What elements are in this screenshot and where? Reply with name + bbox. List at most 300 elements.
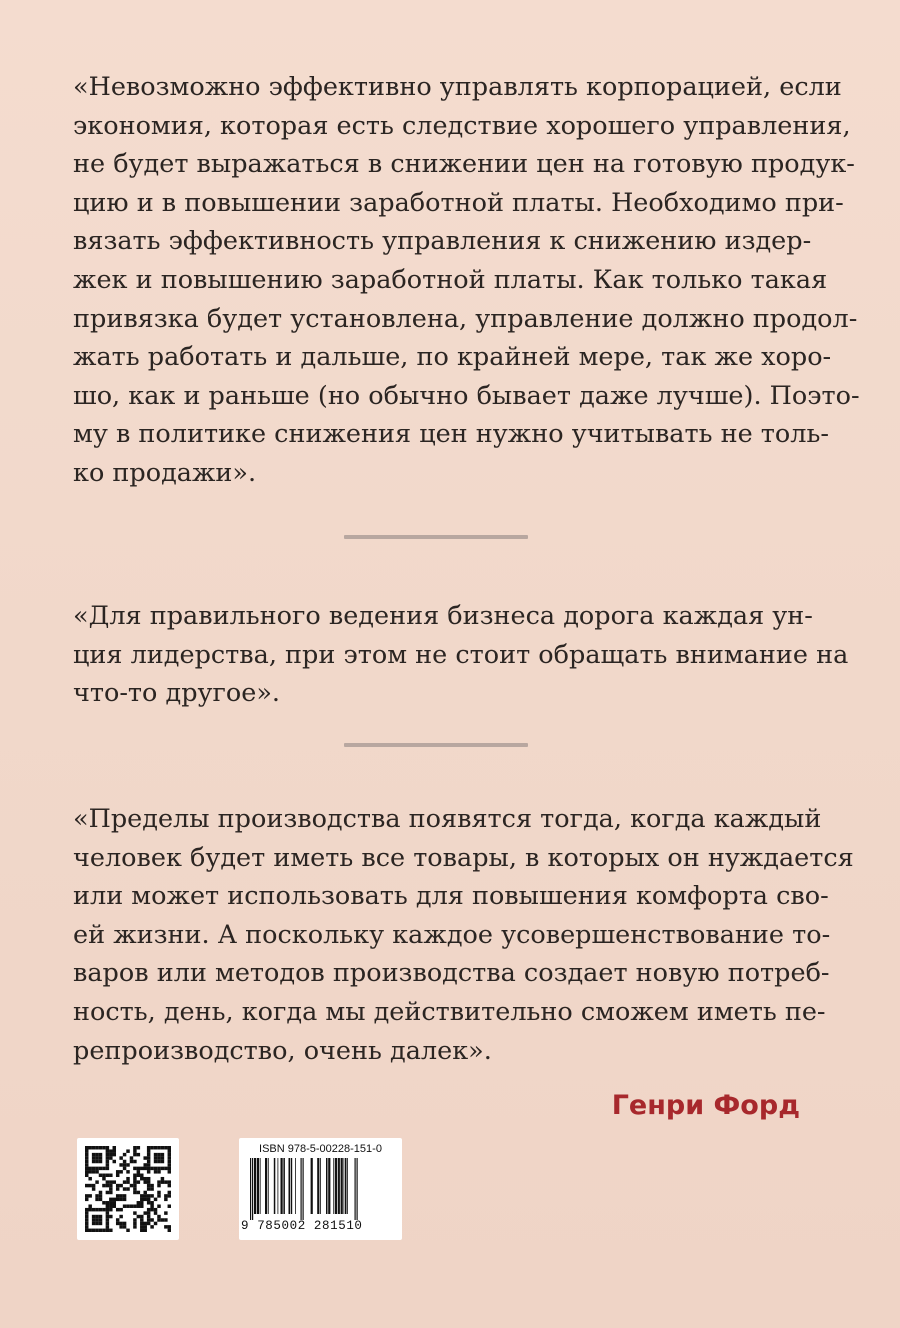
barcode-bar: [301, 1158, 302, 1220]
qr-module: [130, 1156, 133, 1159]
qr-module: [85, 1167, 88, 1170]
qr-module: [140, 1225, 143, 1228]
qr-module: [102, 1174, 105, 1177]
quote-line: человек будет иметь все товары, в которых он нуждается: [73, 842, 854, 873]
qr-module: [85, 1218, 88, 1221]
quote-line: ко продажи».: [73, 457, 257, 488]
qr-module: [123, 1187, 126, 1190]
qr-module: [116, 1198, 119, 1201]
qr-module: [102, 1229, 105, 1232]
qr-module: [150, 1204, 153, 1207]
barcode-bar: [328, 1158, 330, 1214]
qr-module: [113, 1153, 116, 1156]
qr-module: [106, 1153, 109, 1156]
qr-module: [92, 1146, 95, 1149]
qr-module: [109, 1187, 112, 1190]
qr-module: [147, 1170, 150, 1173]
qr-module: [95, 1218, 98, 1221]
qr-module: [137, 1174, 140, 1177]
qr-module: [119, 1184, 122, 1187]
qr-module: [137, 1146, 140, 1149]
section-divider: [344, 535, 528, 539]
qr-module: [161, 1218, 164, 1221]
qr-module: [147, 1160, 150, 1163]
barcode-bar: [260, 1158, 261, 1214]
qr-module: [106, 1156, 109, 1159]
qr-module: [168, 1153, 171, 1156]
qr-module: [150, 1187, 153, 1190]
qr-module: [92, 1184, 95, 1187]
qr-module: [143, 1194, 146, 1197]
qr-module: [157, 1180, 160, 1183]
quote-line: «Пределы производства появятся тогда, когда каждый: [73, 804, 822, 834]
barcode-bar: [268, 1158, 269, 1214]
qr-module: [150, 1184, 153, 1187]
qr-code: [77, 1138, 179, 1240]
qr-module: [85, 1153, 88, 1156]
qr-module: [133, 1180, 136, 1183]
barcode-bar: [291, 1158, 293, 1214]
qr-module: [119, 1170, 122, 1173]
quote-line: му в политике снижения цен нужно учитывать не толь-: [73, 419, 829, 450]
qr-module: [109, 1208, 112, 1211]
qr-module: [157, 1215, 160, 1218]
qr-module: [85, 1160, 88, 1163]
qr-module: [106, 1191, 109, 1194]
qr-module: [147, 1194, 150, 1197]
qr-module: [150, 1218, 153, 1221]
qr-module: [133, 1149, 136, 1152]
qr-module: [126, 1177, 129, 1180]
qr-module: [157, 1204, 160, 1207]
barcode-bar: [326, 1158, 328, 1214]
qr-module: [106, 1167, 109, 1170]
qr-module: [154, 1222, 157, 1225]
qr-module: [92, 1218, 95, 1221]
qr-module: [92, 1153, 95, 1156]
qr-module: [95, 1194, 98, 1197]
qr-module: [88, 1184, 91, 1187]
qr-module: [85, 1146, 88, 1149]
quote-line: не будет выражаться в снижении цен на готовую продук-: [73, 149, 855, 180]
qr-module: [147, 1153, 150, 1156]
barcode-bar: [295, 1158, 296, 1214]
qr-module: [140, 1194, 143, 1197]
qr-module: [157, 1170, 160, 1173]
barcode-bar: [283, 1158, 285, 1214]
barcode-bar: [320, 1158, 321, 1214]
qr-module: [168, 1191, 171, 1194]
qr-module: [147, 1198, 150, 1201]
qr-module: [123, 1160, 126, 1163]
qr-module: [154, 1153, 157, 1156]
qr-module: [157, 1146, 160, 1149]
qr-module: [126, 1229, 129, 1232]
qr-module: [168, 1156, 171, 1159]
barcode-digits: 9 785002 281510: [241, 1219, 363, 1233]
qr-module: [102, 1146, 105, 1149]
qr-module: [164, 1180, 167, 1183]
qr-module: [154, 1208, 157, 1211]
qr-module: [147, 1180, 150, 1183]
author-name: Генри Форд: [611, 1090, 800, 1121]
qr-module: [123, 1180, 126, 1183]
qr-module: [106, 1229, 109, 1232]
qr-module: [154, 1170, 157, 1173]
isbn-label: ISBN 978-5-00228-151-0: [259, 1143, 382, 1155]
qr-module: [88, 1194, 91, 1197]
qr-module: [168, 1149, 171, 1152]
qr-module: [106, 1180, 109, 1183]
qr-module: [95, 1153, 98, 1156]
qr-module: [157, 1218, 160, 1221]
qr-module: [119, 1194, 122, 1197]
qr-module: [99, 1222, 102, 1225]
qr-module: [102, 1184, 105, 1187]
qr-module: [88, 1146, 91, 1149]
qr-module: [106, 1222, 109, 1225]
qr-module: [119, 1222, 122, 1225]
qr-module: [140, 1167, 143, 1170]
qr-module: [168, 1170, 171, 1173]
qr-module: [88, 1208, 91, 1211]
qr-module: [99, 1229, 102, 1232]
qr-module: [106, 1208, 109, 1211]
qr-module: [168, 1180, 171, 1183]
qr-module: [102, 1201, 105, 1204]
qr-module: [109, 1149, 112, 1152]
qr-module: [92, 1208, 95, 1211]
qr-module: [143, 1163, 146, 1166]
barcode-bar: [278, 1158, 279, 1214]
qr-module: [116, 1194, 119, 1197]
qr-module: [113, 1160, 116, 1163]
qr-module: [137, 1191, 140, 1194]
qr-module: [143, 1222, 146, 1225]
quote-line: «Для правильного ведения бизнеса дорога каждая ун-: [73, 601, 813, 631]
qr-module: [113, 1180, 116, 1183]
qr-module: [157, 1191, 160, 1194]
qr-module: [143, 1180, 146, 1183]
qr-module: [154, 1167, 157, 1170]
quote-line: привязка будет установлена, управление должно продол-: [73, 303, 858, 334]
barcode-bar: [281, 1158, 283, 1214]
qr-module: [99, 1167, 102, 1170]
barcode-bar: [257, 1158, 259, 1214]
qr-module: [119, 1215, 122, 1218]
qr-module: [168, 1194, 171, 1197]
qr-module: [157, 1167, 160, 1170]
qr-module: [147, 1215, 150, 1218]
quote-line: вязать эффективность управления к снижению издер-: [73, 226, 812, 257]
qr-module: [150, 1146, 153, 1149]
qr-module: [164, 1218, 167, 1221]
qr-module: [119, 1198, 122, 1201]
qr-module: [164, 1167, 167, 1170]
qr-module: [85, 1215, 88, 1218]
qr-module: [109, 1156, 112, 1159]
qr-module: [116, 1170, 119, 1173]
qr-module: [99, 1198, 102, 1201]
qr-module: [85, 1184, 88, 1187]
qr-module: [133, 1225, 136, 1228]
quote-line: или может использовать для повышения комфорта сво-: [73, 881, 829, 912]
qr-module: [106, 1146, 109, 1149]
qr-module: [109, 1229, 112, 1232]
qr-module: [109, 1180, 112, 1183]
qr-module: [137, 1167, 140, 1170]
qr-module: [147, 1163, 150, 1166]
barcode-bar: [341, 1158, 343, 1214]
qr-module: [85, 1174, 88, 1177]
qr-module: [168, 1163, 171, 1166]
barcode-bar: [311, 1158, 313, 1214]
qr-module: [147, 1184, 150, 1187]
qr-module: [157, 1194, 160, 1197]
qr-module: [88, 1167, 91, 1170]
qr-module: [143, 1198, 146, 1201]
qr-module: [150, 1201, 153, 1204]
qr-module: [150, 1208, 153, 1211]
qr-module: [168, 1160, 171, 1163]
qr-module: [95, 1146, 98, 1149]
barcode-bar: [344, 1158, 345, 1214]
qr-module: [88, 1170, 91, 1173]
qr-module: [164, 1198, 167, 1201]
quote-block-3: [73, 800, 854, 1070]
qr-module: [126, 1170, 129, 1173]
qr-module: [150, 1194, 153, 1197]
quote-line: репроизводство, очень далек».: [73, 1035, 492, 1066]
qr-module: [85, 1225, 88, 1228]
barcode-bar: [335, 1158, 337, 1214]
qr-module: [133, 1204, 136, 1207]
qr-module: [95, 1208, 98, 1211]
qr-module: [147, 1211, 150, 1214]
qr-module: [116, 1184, 119, 1187]
qr-module: [85, 1208, 88, 1211]
quote-block-1: [73, 68, 860, 493]
qr-module: [85, 1156, 88, 1159]
qr-module: [95, 1170, 98, 1173]
qr-module: [113, 1146, 116, 1149]
barcode-bar: [317, 1158, 319, 1214]
qr-module: [157, 1160, 160, 1163]
qr-module: [92, 1187, 95, 1190]
quote-line: ция лидерства, при этом не стоит обращать внимание на: [73, 639, 849, 670]
qr-module: [106, 1201, 109, 1204]
qr-module: [140, 1218, 143, 1221]
qr-module: [126, 1204, 129, 1207]
qr-module: [133, 1153, 136, 1156]
qr-module: [140, 1204, 143, 1207]
quote-line: «Невозможно эффективно управлять корпорацией, если: [73, 72, 842, 102]
qr-module: [168, 1167, 171, 1170]
qr-module: [106, 1160, 109, 1163]
qr-module: [106, 1174, 109, 1177]
qr-module: [99, 1146, 102, 1149]
qr-module: [161, 1153, 164, 1156]
barcode-bar: [338, 1158, 340, 1214]
qr-module: [150, 1225, 153, 1228]
qr-module: [140, 1201, 143, 1204]
qr-module: [164, 1211, 167, 1214]
qr-module: [143, 1229, 146, 1232]
qr-module: [137, 1204, 140, 1207]
quote-line: жать работать и дальше, по крайней мере, так же хоро-: [73, 342, 832, 373]
qr-module: [116, 1174, 119, 1177]
qr-module: [113, 1204, 116, 1207]
barcode-bar: [345, 1158, 347, 1214]
qr-module: [109, 1191, 112, 1194]
qr-module: [154, 1146, 157, 1149]
qr-module: [92, 1167, 95, 1170]
qr-module: [106, 1163, 109, 1166]
qr-module: [161, 1167, 164, 1170]
barcode-bar: [265, 1158, 267, 1214]
isbn-barcode: [239, 1138, 402, 1240]
qr-module: [116, 1218, 119, 1221]
qr-module: [143, 1156, 146, 1159]
qr-module: [113, 1149, 116, 1152]
qr-module: [140, 1215, 143, 1218]
qr-module: [150, 1167, 153, 1170]
qr-module: [130, 1160, 133, 1163]
qr-module: [157, 1184, 160, 1187]
qr-module: [109, 1198, 112, 1201]
barcode-icon: [246, 1158, 396, 1220]
qr-module: [133, 1191, 136, 1194]
qr-module: [102, 1167, 105, 1170]
qr-module: [88, 1177, 91, 1180]
quote-block-2: [73, 597, 849, 713]
qr-module: [126, 1149, 129, 1152]
qr-module: [99, 1174, 102, 1177]
qr-module: [102, 1177, 105, 1180]
qr-module: [137, 1153, 140, 1156]
qr-module: [106, 1215, 109, 1218]
qr-module: [123, 1204, 126, 1207]
qr-module: [154, 1160, 157, 1163]
qr-module: [133, 1222, 136, 1225]
qr-module: [95, 1215, 98, 1218]
qr-module: [99, 1194, 102, 1197]
qr-module: [168, 1225, 171, 1228]
qr-module: [99, 1153, 102, 1156]
qr-module: [123, 1225, 126, 1228]
barcode-bar: [252, 1158, 253, 1220]
quote-line: ей жизни. А поскольку каждое усовершенствование то-: [73, 919, 831, 950]
qr-module: [85, 1163, 88, 1166]
quote-line: варов или методов производства создает новую потреб-: [73, 958, 830, 989]
qr-module: [119, 1208, 122, 1211]
qr-module: [88, 1229, 91, 1232]
barcode-bar: [355, 1158, 356, 1220]
qr-module: [168, 1184, 171, 1187]
qr-module: [154, 1156, 157, 1159]
qr-module: [85, 1170, 88, 1173]
qr-module: [99, 1208, 102, 1211]
qr-module: [109, 1153, 112, 1156]
qr-module: [88, 1204, 91, 1207]
qr-module: [168, 1146, 171, 1149]
qr-module: [99, 1156, 102, 1159]
qr-module: [106, 1225, 109, 1228]
qr-code-icon: [85, 1146, 171, 1232]
qr-module: [123, 1198, 126, 1201]
qr-module: [106, 1204, 109, 1207]
qr-module: [147, 1149, 150, 1152]
qr-module: [116, 1187, 119, 1190]
qr-module: [109, 1204, 112, 1207]
qr-module: [157, 1153, 160, 1156]
qr-module: [92, 1222, 95, 1225]
qr-module: [116, 1222, 119, 1225]
qr-module: [147, 1201, 150, 1204]
qr-module: [154, 1211, 157, 1214]
qr-module: [147, 1167, 150, 1170]
qr-module: [147, 1218, 150, 1221]
section-divider: [344, 743, 528, 747]
qr-module: [123, 1163, 126, 1166]
qr-module: [106, 1218, 109, 1221]
qr-module: [147, 1146, 150, 1149]
qr-module: [85, 1198, 88, 1201]
qr-module: [106, 1149, 109, 1152]
barcode-bar: [289, 1158, 291, 1214]
qr-module: [92, 1170, 95, 1173]
qr-module: [164, 1194, 167, 1197]
qr-module: [143, 1225, 146, 1228]
qr-module: [140, 1174, 143, 1177]
qr-module: [92, 1160, 95, 1163]
qr-module: [140, 1198, 143, 1201]
quote-line: шо, как и раньше (но обычно бывает даже лучше). Поэто-: [73, 380, 860, 411]
qr-module: [109, 1201, 112, 1204]
qr-module: [168, 1204, 171, 1207]
qr-module: [123, 1167, 126, 1170]
barcode-bar: [254, 1158, 256, 1214]
qr-module: [123, 1153, 126, 1156]
qr-module: [95, 1167, 98, 1170]
barcode-bar: [347, 1158, 348, 1214]
qr-module: [133, 1187, 136, 1190]
qr-module: [161, 1180, 164, 1183]
qr-module: [133, 1211, 136, 1214]
qr-module: [126, 1187, 129, 1190]
qr-module: [168, 1229, 171, 1232]
quote-line: жек и повышению заработной платы. Как только такая: [73, 264, 828, 295]
qr-module: [161, 1177, 164, 1180]
qr-module: [119, 1225, 122, 1228]
qr-module: [106, 1184, 109, 1187]
qr-module: [164, 1146, 167, 1149]
qr-module: [109, 1215, 112, 1218]
qr-module: [130, 1204, 133, 1207]
qr-module: [99, 1218, 102, 1221]
qr-module: [133, 1218, 136, 1221]
qr-module: [140, 1177, 143, 1180]
qr-module: [147, 1222, 150, 1225]
qr-module: [123, 1194, 126, 1197]
quote-line: что-то другое».: [73, 678, 281, 709]
qr-module: [140, 1229, 143, 1232]
qr-module: [154, 1198, 157, 1201]
qr-module: [143, 1177, 146, 1180]
qr-module: [133, 1174, 136, 1177]
qr-module: [109, 1184, 112, 1187]
qr-module: [133, 1184, 136, 1187]
